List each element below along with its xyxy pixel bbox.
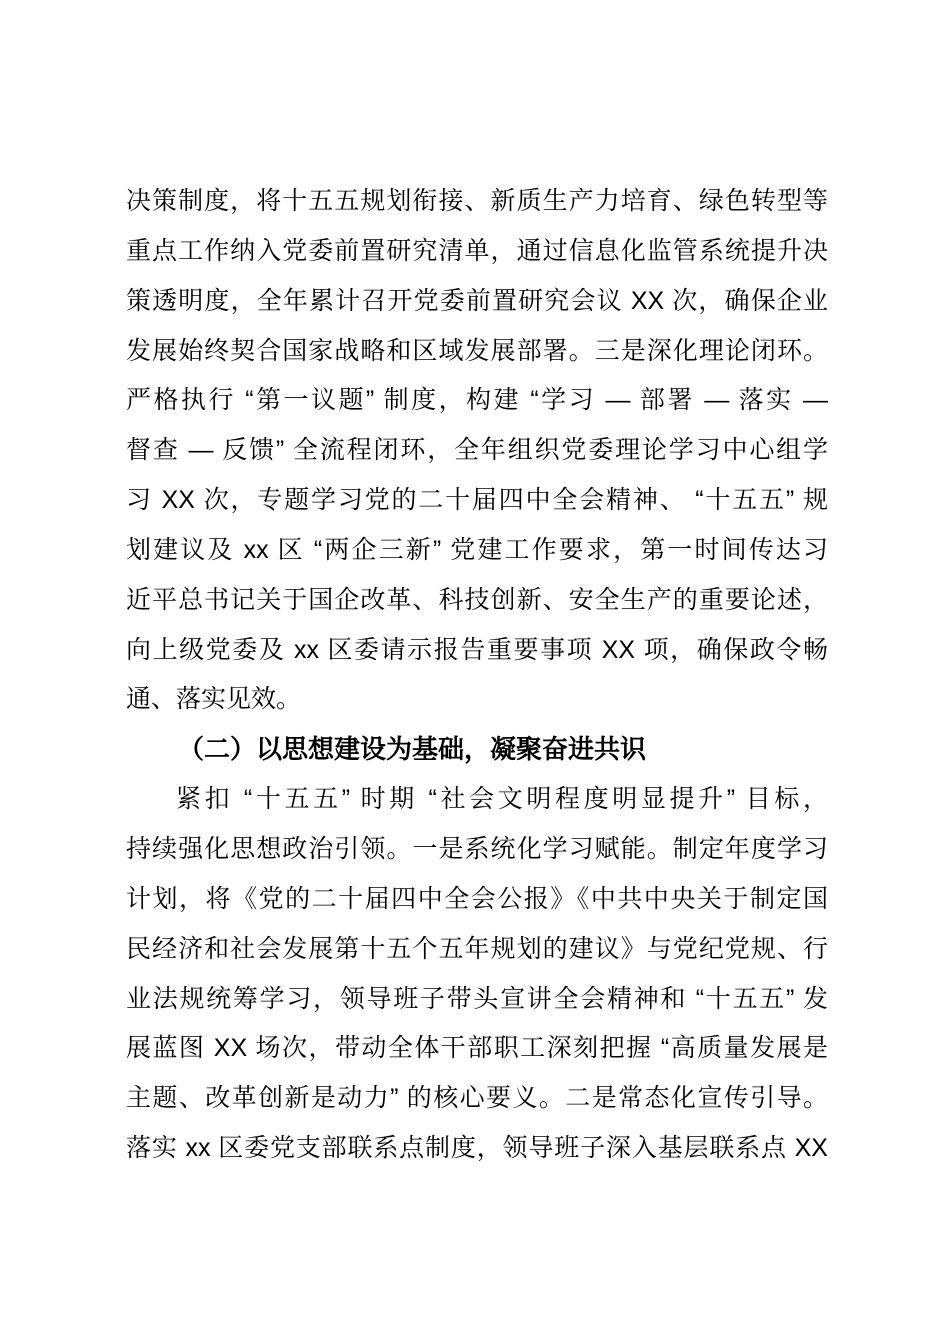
text-line: 决策制度，将十五五规划衔接、新质生产力培育、绿色转型等: [126, 187, 828, 215]
text-line: 展蓝图 XX 场次，带动全体干部职工深刻把握 “高质量发展是: [126, 1034, 828, 1063]
text-line: 习 XX 次，专题学习党的二十届四中全会精神、 “十五五” 规: [126, 486, 828, 515]
text-line: 业法规统筹学习，领导班子带头宣讲全会精神和 “十五五” 发: [126, 984, 828, 1013]
text-line: 计划，将《党的二十届四中全会公报》《中共中央关于制定国: [126, 884, 828, 913]
text-line: 近平总书记关于国企改革、科技创新、安全生产的重要论述，: [126, 585, 828, 614]
text-line: 发展始终契合国家战略和区域发展部署。三是深化理论闭环。: [126, 336, 828, 365]
text-line: 向上级党委及 xx 区委请示报告重要事项 XX 项，确保政令畅: [126, 635, 828, 664]
section-heading: （二）以思想建设为基础，凝聚奋进共识: [178, 734, 647, 765]
text-line: 紧扣 “十五五” 时期 “社会文明程度明显提升” 目标，: [176, 785, 828, 814]
text-line: 严格执行 “第一议题” 制度，构建 “学习 — 部署 — 落实 —: [126, 386, 828, 415]
text-line: 主题、改革创新是动力” 的核心要义。二是常态化宣传引导。: [126, 1084, 828, 1113]
text-line: 落实 xx 区委党支部联系点制度，领导班子深入基层联系点 XX: [126, 1134, 828, 1163]
text-line: 重点工作纳入党委前置研究清单，通过信息化监管系统提升决: [126, 236, 828, 265]
text-line: 划建议及 xx 区 “两企三新” 党建工作要求，第一时间传达习: [126, 535, 828, 564]
text-line: 民经济和社会发展第十五个五年规划的建议》与党纪党规、行: [126, 934, 828, 963]
text-line: 督查 — 反馈” 全流程闭环，全年组织党委理论学习中心组学: [126, 436, 828, 465]
text-line: 通、落实见效。: [126, 685, 302, 714]
document-body: [126, 177, 828, 1174]
text-line: 持续强化思想政治引领。一是系统化学习赋能。制定年度学习: [126, 834, 828, 863]
text-line: 策透明度，全年累计召开党委前置研究会议 XX 次，确保企业: [126, 286, 828, 315]
